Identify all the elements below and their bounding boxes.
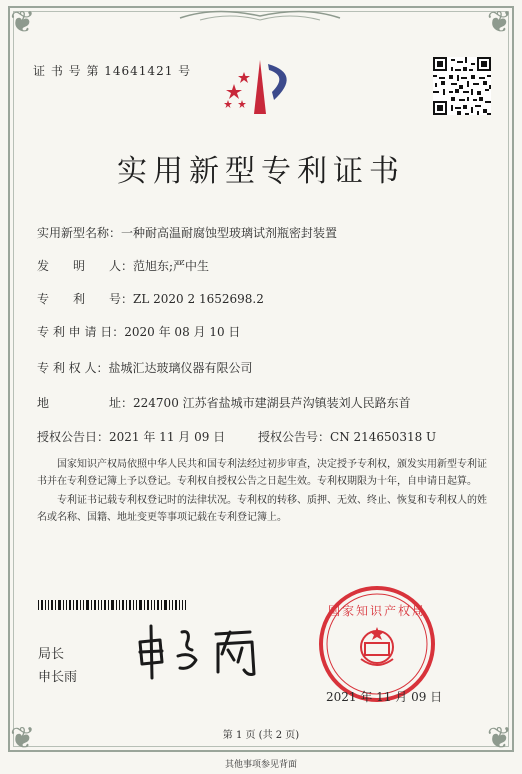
body-paragraph: 专利证书记载专利权登记时的法律状况。专利权的转移、质押、无效、终止、恢复和专利权人的姓名或名称、国籍、地址变更等事项记载在专利登记簿上。 [37, 495, 487, 523]
grant-number-row [258, 428, 436, 445]
inventor-row [37, 257, 209, 274]
qr-code-icon [433, 57, 491, 115]
filing-date-row [37, 323, 240, 340]
inventor-value: 范旭东;严中生 [133, 259, 210, 273]
utility-model-name-row [37, 224, 337, 241]
utility-model-name-label: 实用新型名称： [37, 226, 122, 240]
official-seal-icon [318, 585, 436, 703]
patent-number-row [37, 290, 264, 307]
corner-ornament-icon: ❦ [486, 5, 512, 40]
corner-ornament-icon: ❦ [10, 721, 36, 756]
svg-text:国家知识产权局: 国家知识产权局 [327, 604, 427, 618]
certificate-body [37, 456, 487, 528]
grant-date-row [37, 428, 225, 445]
patent-number-label: 专 利 号： [37, 292, 134, 306]
top-ornament-icon [170, 6, 350, 26]
body-paragraph: 国家知识产权局依照中华人民共和国专利法经过初步审查，决定授予专利权，颁发实用新型专利证书并在专利登记簿上予以登记。专利权自授权公告之日起生效。专利权期限为十年，自申请日起算。 [37, 459, 487, 487]
filing-date-label: 专 利 申 请 日： [37, 325, 125, 339]
grant-number-value: CN 214650318 U [330, 430, 437, 444]
barcode-icon [38, 600, 186, 610]
inventor-label: 发 明 人： [37, 259, 134, 273]
certificate-number: 证 书 号 第 14641421 号 [33, 64, 192, 78]
seal-date: 2021 年 11 月 09 日 [326, 690, 443, 704]
patent-number-value: ZL 2020 2 1652698.2 [133, 292, 264, 306]
signatory-name: 申长雨 [38, 670, 78, 685]
grant-date-label: 授权公告日： [37, 430, 110, 444]
back-note: 其他事项参见背面 [224, 760, 297, 770]
patent-office-logo-icon [214, 56, 304, 118]
address-label: 地 址： [37, 396, 134, 410]
grant-number-label: 授权公告号： [258, 430, 331, 444]
utility-model-name-value: 一种耐高温耐腐蚀型玻璃试剂瓶密封装置 [121, 226, 338, 240]
address-value: 224700 江苏省盐城市建湖县芦沟镇装刘人民路东首 [133, 396, 411, 410]
address-row [37, 394, 411, 411]
patentee-value: 盐城汇达玻璃仪器有限公司 [108, 361, 253, 375]
handwritten-signature [130, 620, 290, 680]
grant-date-value: 2021 年 11 月 09 日 [109, 430, 226, 444]
signatory-title: 局长 [38, 647, 65, 662]
certificate-title: 实用新型专利证书 [117, 154, 405, 189]
filing-date-value: 2020 年 08 月 10 日 [124, 325, 241, 339]
corner-ornament-icon: ❦ [10, 5, 36, 40]
patentee-label: 专 利 权 人： [37, 361, 109, 375]
page-indicator: 第 1 页 (共 2 页) [222, 730, 300, 741]
corner-ornament-icon: ❦ [486, 721, 512, 756]
patentee-row [37, 359, 252, 376]
